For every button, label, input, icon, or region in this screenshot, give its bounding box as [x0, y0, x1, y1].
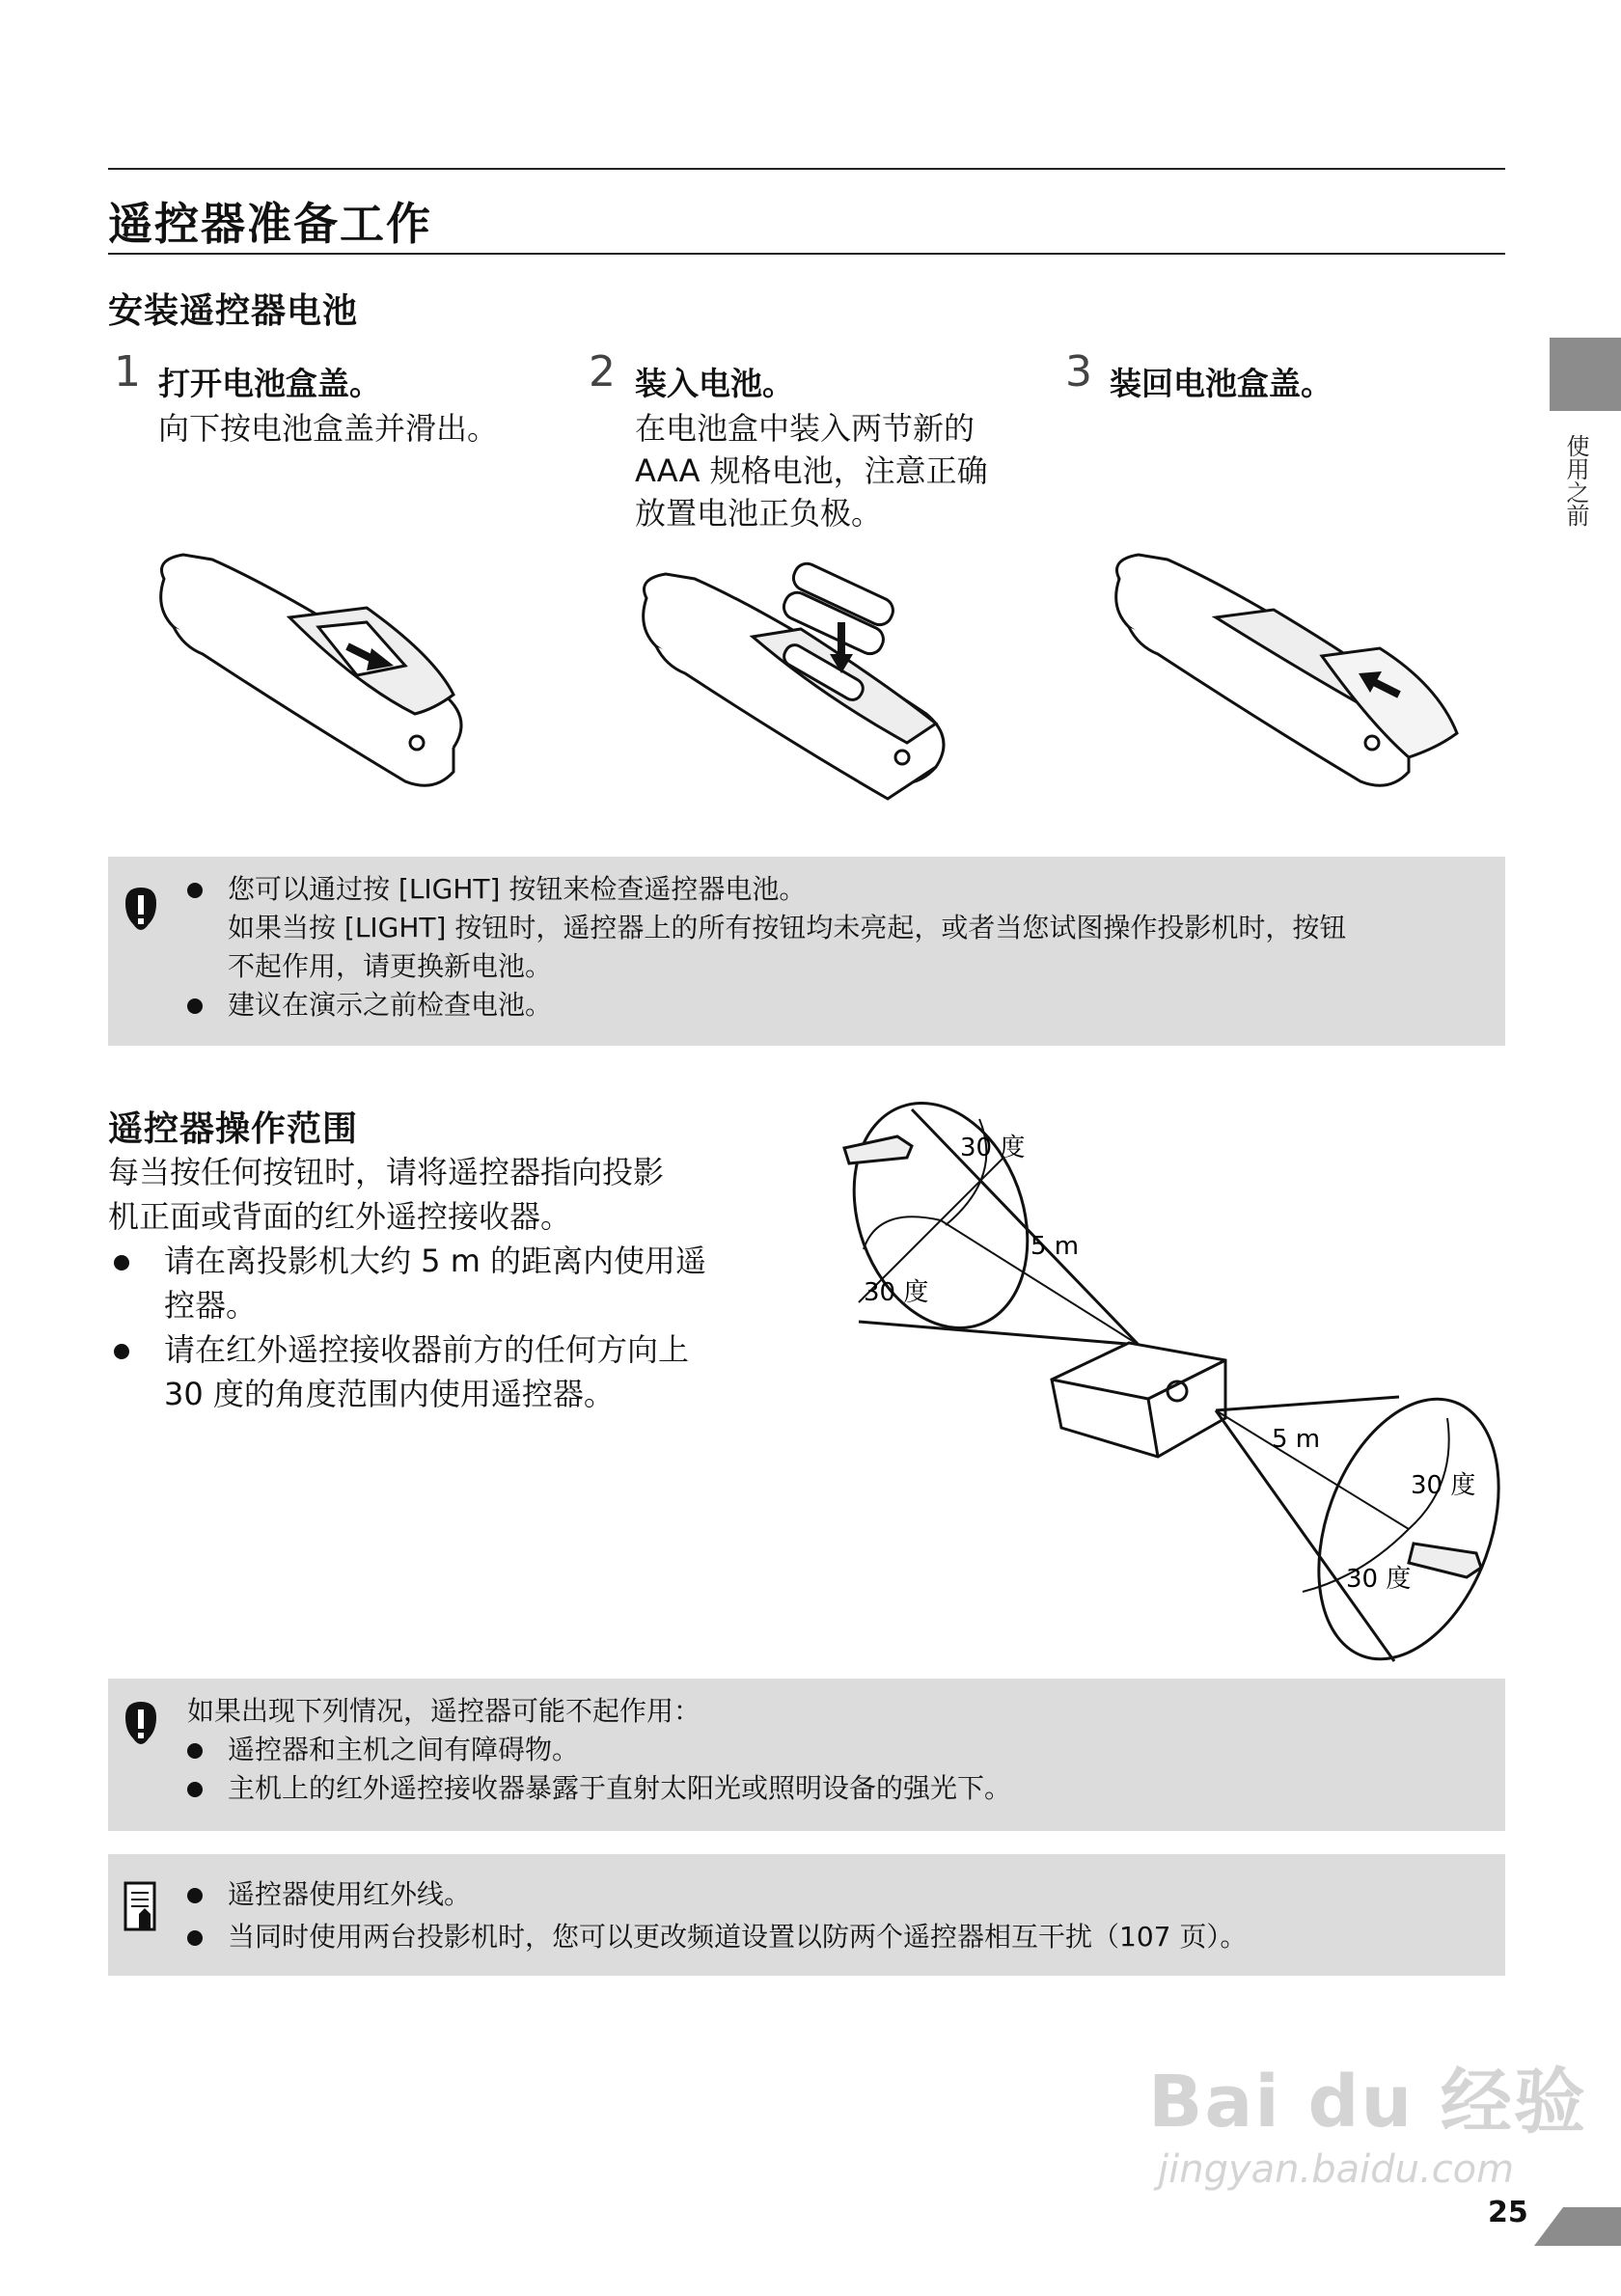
list-item-text: 建议在演示之前检查电池。 [228, 989, 553, 1021]
step-2-line: 放置电池正负极。 [635, 495, 883, 532]
distance-label-top: 5 m [1030, 1232, 1080, 1261]
caution-note-2 [108, 1679, 1505, 1831]
title-rule [108, 253, 1505, 255]
bullet-icon [114, 1344, 129, 1359]
range-section-title: 遥控器操作范围 [108, 1109, 359, 1149]
list-item [108, 1327, 783, 1372]
lower-cone-ellipse [1285, 1374, 1515, 1669]
memo-note-text [187, 1873, 1247, 1958]
side-tab-label: 使用之前 [1562, 434, 1589, 527]
range-section-body [108, 1150, 783, 1416]
step-3-heading: 装回电池盒盖。 [1110, 365, 1333, 402]
list-item-text: 请在离投影机大约 5 m 的距离内使用遥 [164, 1243, 707, 1279]
lower-cone-edge [1216, 1397, 1399, 1410]
caution-icon [122, 1700, 160, 1746]
list-item-continuation: 不起作用，请更换新电池。 [228, 950, 553, 982]
list-item [187, 986, 1346, 1025]
watermark-url: jingyan.baidu.com [1158, 2147, 1515, 2192]
upper-cone-edge [859, 1322, 1139, 1345]
bullet-icon [187, 1888, 203, 1903]
caution-note-2-text [187, 1692, 1011, 1808]
distance-label-bottom: 5 m [1272, 1425, 1321, 1454]
side-tab-marker [1550, 338, 1621, 411]
list-item [108, 1239, 783, 1283]
list-item-text: 请在红外遥控接收器前方的任何方向上 [164, 1331, 690, 1368]
angle-label-left: 30 度 [864, 1278, 929, 1307]
remote-range-diagram [820, 1090, 1515, 1669]
list-item-continuation: 30 度的角度范围内使用遥控器。 [164, 1376, 615, 1412]
intro-line: 每当按任何按钮时，请将遥控器指向投影 [108, 1154, 665, 1190]
list-item-text: 当同时使用两台投影机时，您可以更改频道设置以防两个遥控器相互干扰（107 页）。 [228, 1921, 1248, 1953]
page-corner-marker [1534, 2207, 1621, 2246]
list-item-text: 您可以通过按 [LIGHT] 按钮来检查遥控器电池。 [228, 873, 807, 905]
top-rule [108, 168, 1505, 170]
intro-line: 机正面或背面的红外遥控接收器。 [108, 1198, 572, 1235]
list-item [187, 1769, 1011, 1808]
list-item [187, 1731, 1011, 1769]
watermark-logo: Bai du 经验 [1148, 2061, 1587, 2144]
list-item [187, 1916, 1247, 1958]
remote-insert-battery-illustration [627, 540, 975, 801]
step-2 [589, 347, 616, 396]
bullet-icon [114, 1255, 129, 1271]
angle-label-top: 30 度 [960, 1134, 1026, 1162]
caution-note-1 [108, 857, 1505, 1046]
step-1-body [158, 407, 498, 450]
caution-note-1-text [187, 870, 1346, 1025]
step-number: 1 [114, 347, 141, 396]
list-item-continuation: 如果当按 [LIGHT] 按钮时，遥控器上的所有按钮均未亮起，或者当您试图操作投影机时，按钮 [228, 912, 1347, 943]
step-number: 3 [1065, 347, 1092, 396]
list-item-continuation: 控器。 [164, 1287, 258, 1324]
remote-open-cover-illustration [145, 540, 492, 801]
step-2-heading: 装入电池。 [635, 365, 794, 402]
list-item [187, 870, 1346, 909]
page-title: 遥控器准备工作 [108, 198, 432, 250]
list-item [187, 1873, 1247, 1916]
bullet-icon [187, 1930, 203, 1946]
note-intro: 如果出现下列情况，遥控器可能不起作用： [187, 1695, 701, 1727]
step-2-line: AAA 规格电池，注意正确 [635, 452, 988, 489]
list-item-text: 遥控器使用红外线。 [228, 1878, 472, 1910]
step-1-line: 向下按电池盒盖并滑出。 [158, 410, 499, 447]
caution-icon [122, 886, 160, 932]
step-3 [1065, 347, 1092, 396]
bullet-icon [187, 1743, 203, 1759]
bullet-icon [187, 998, 203, 1014]
angle-label-right: 30 度 [1411, 1471, 1476, 1500]
memo-note [108, 1854, 1505, 1976]
step-number: 2 [589, 347, 616, 396]
page-number: 25 [1488, 2196, 1528, 2229]
bullet-icon [187, 883, 203, 898]
angle-label-bottom: 30 度 [1346, 1565, 1412, 1594]
memo-icon [122, 1879, 160, 1935]
step-1-heading: 打开电池盒盖。 [158, 365, 381, 402]
baidu-watermark [1148, 2045, 1587, 2192]
step-2-body [635, 407, 988, 534]
bullet-icon [187, 1782, 203, 1797]
list-item-text: 遥控器和主机之间有障碍物。 [228, 1734, 580, 1765]
step-2-line: 在电池盒中装入两节新的 [635, 410, 975, 447]
step-1 [114, 347, 141, 396]
remote-icon-top [844, 1136, 912, 1163]
list-item-text: 主机上的红外遥控接收器暴露于直射太阳光或照明设备的强光下。 [228, 1772, 1012, 1804]
battery-section-title: 安装遥控器电池 [108, 291, 359, 331]
projector-body [1052, 1343, 1225, 1457]
remote-replace-cover-illustration [1100, 540, 1467, 801]
